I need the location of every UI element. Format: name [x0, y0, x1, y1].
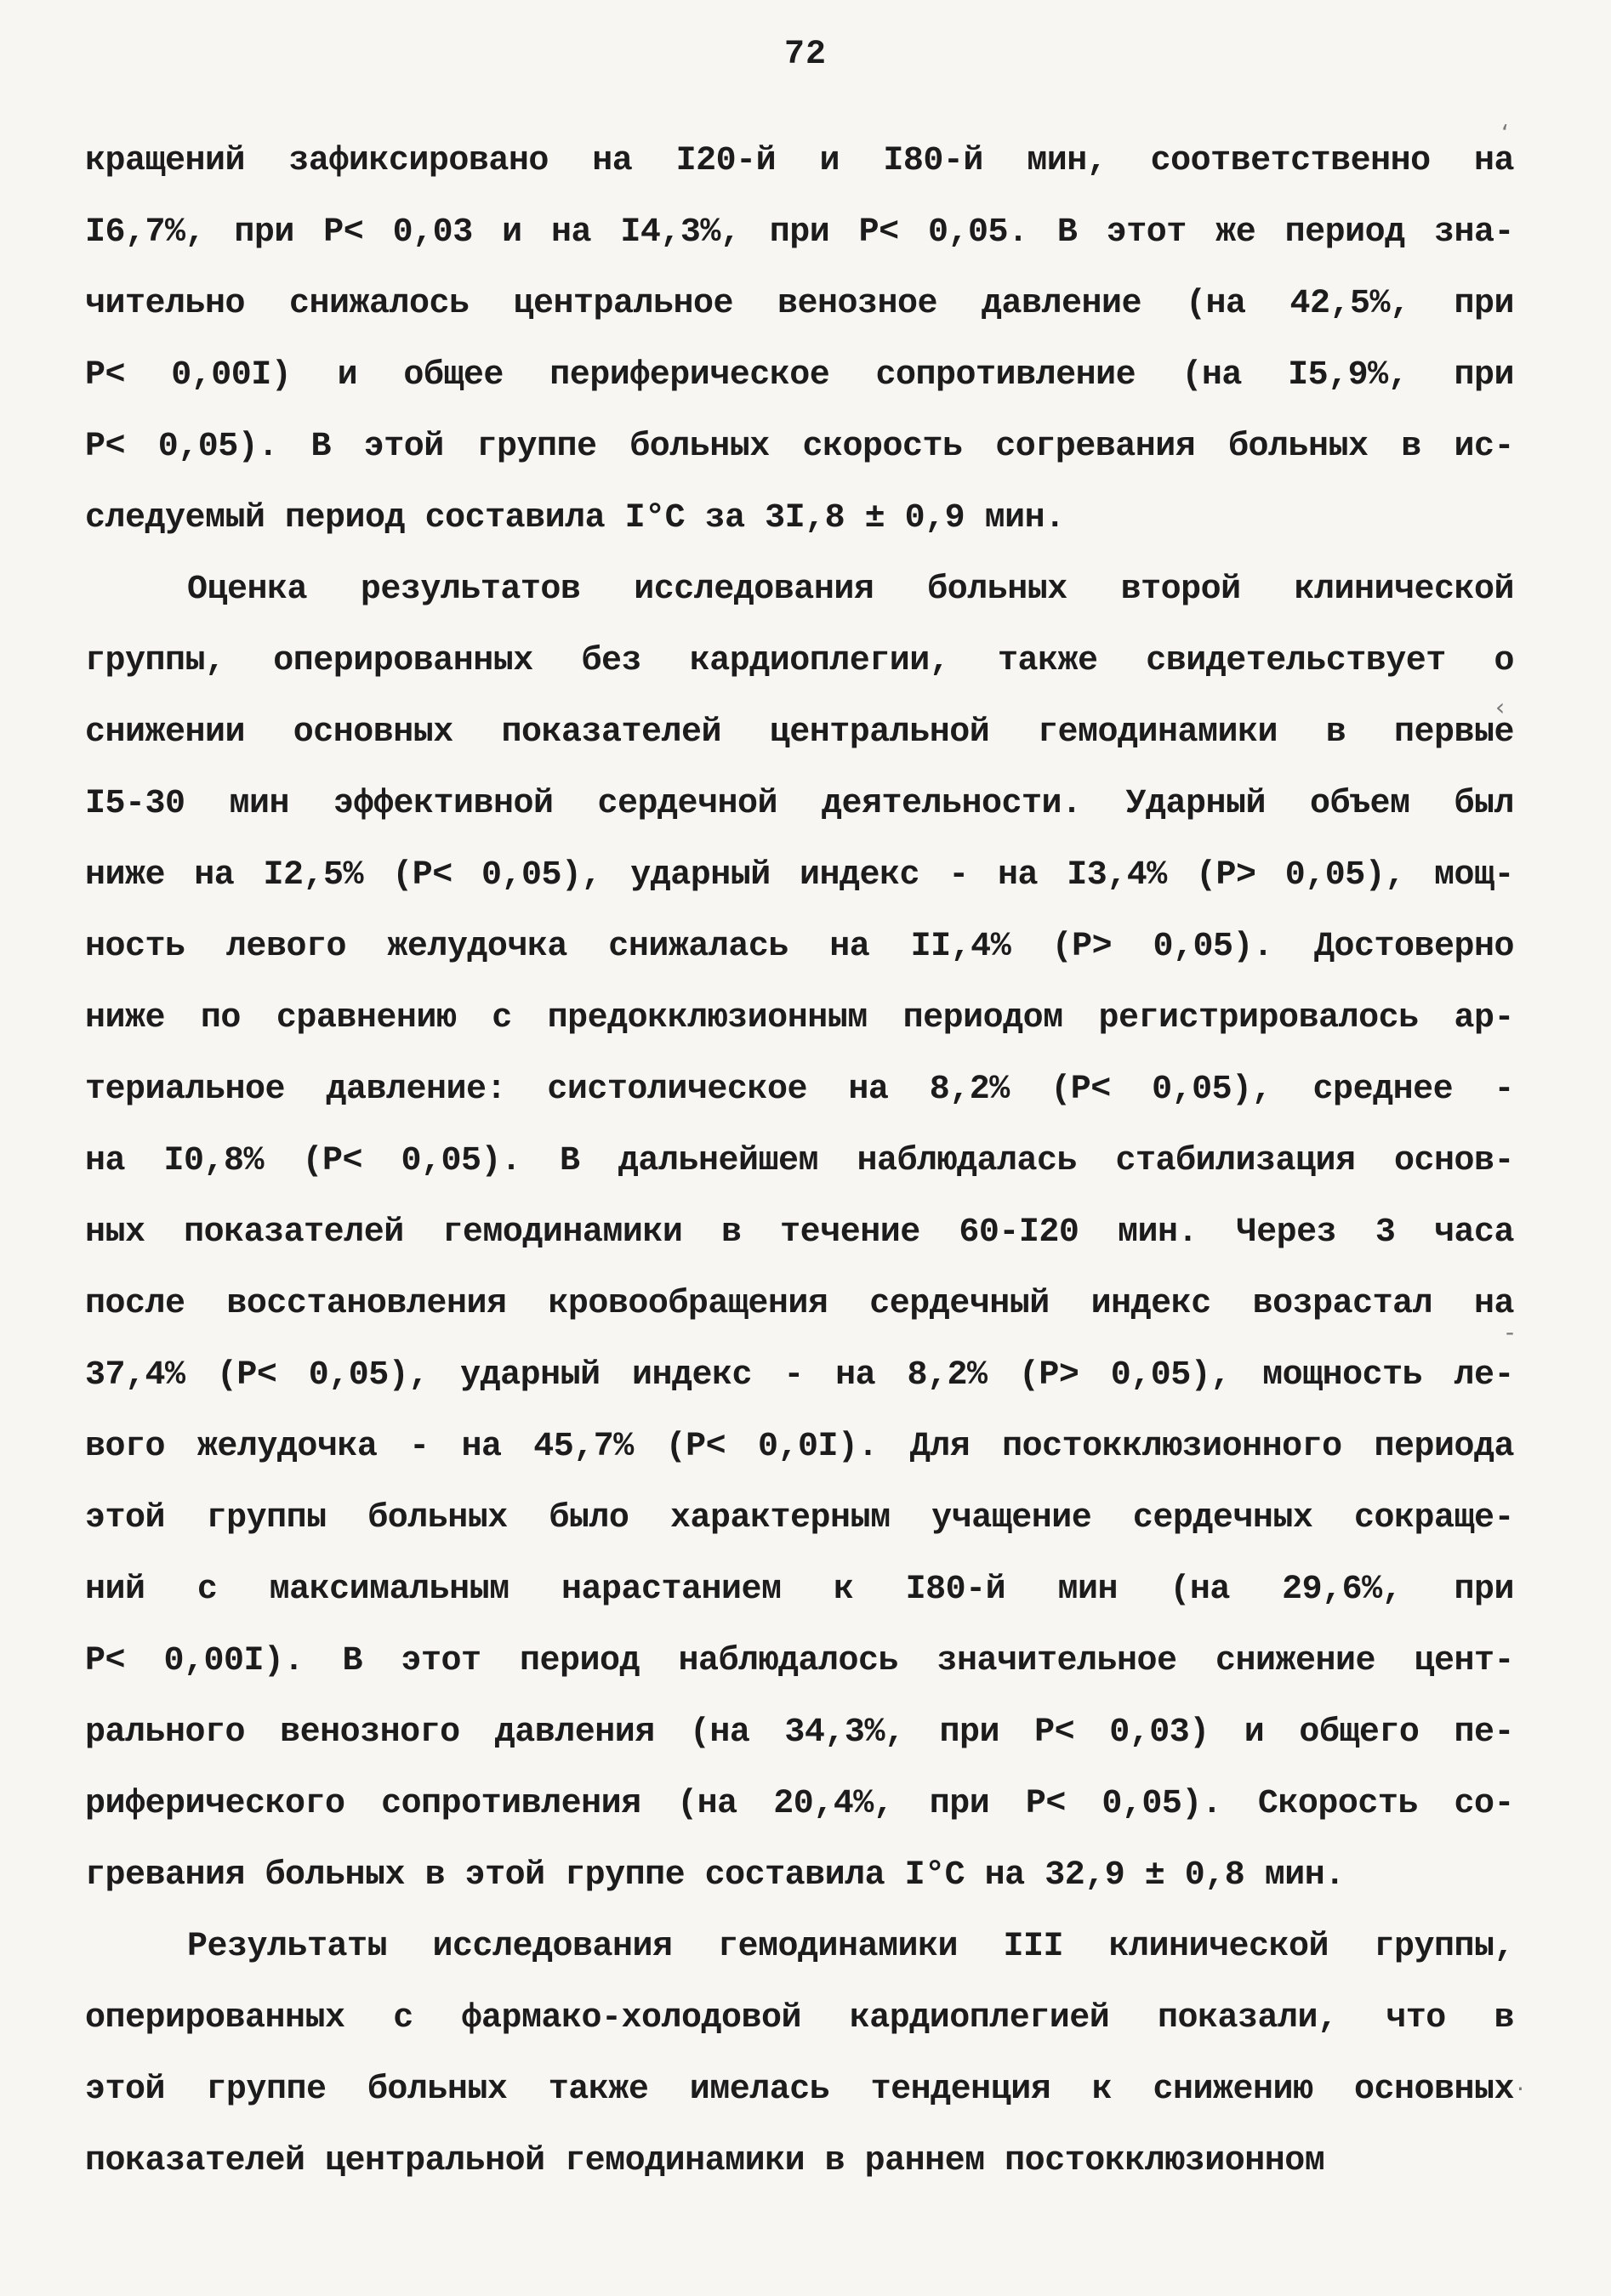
text-line: кращений зафиксировано на I20-й и I80-й мин, соответственно на [85, 142, 1514, 180]
text-line: I6,7%, при P< 0,03 и на I4,3%, при P< 0,05. В этот же период зна- [85, 213, 1514, 252]
text-line: оперированных с фармако-холодовой кардиоплегией показали, что в [85, 1999, 1514, 2037]
text-line: ность левого желудочка снижалась на II,4% (P> 0,05). Достоверно [85, 928, 1514, 966]
text-line: I5-30 мин эффективной сердечной деятельности. Ударный объем был [85, 785, 1514, 823]
text-line: следуемый период составила I°C за 3I,8 ± 0,9 мин. [85, 499, 1065, 537]
text-line: ниже по сравнению с предокклюзионным периодом регистрировалось ар- [85, 999, 1514, 1037]
text-line: Результаты исследования гемодинамики III клинической группы, [187, 1928, 1514, 1966]
text-line: на I0,8% (P< 0,05). В дальнейшем наблюдалась стабилизация основ- [85, 1142, 1514, 1180]
text-line: показателей центральной гемодинамики в раннем постокклюзионном [85, 2142, 1325, 2180]
text-line: снижении основных показателей центральной гемодинамики в первые [85, 713, 1514, 752]
text-line: териальное давление: систолическое на 8,2% (P< 0,05), среднее - [85, 1071, 1514, 1109]
margin-mark: ‹ [1495, 693, 1506, 721]
margin-mark: ‐ [1506, 1318, 1515, 1346]
margin-mark: · [1517, 2075, 1524, 2103]
text-line: этой группе больных также имелась тенденция к снижению основных [85, 2071, 1514, 2109]
text-line: гревания больных в этой группе составила I°C на 32,9 ± 0,8 мин. [85, 1856, 1345, 1895]
text-line: этой группы больных было характерным учащение сердечных сокраще- [85, 1499, 1514, 1537]
text-line: ниже на I2,5% (P< 0,05), ударный индекс - на I3,4% (P> 0,05), мощ- [85, 856, 1514, 895]
text-line: чительно снижалось центральное венозное давление (на 42,5%, при [85, 285, 1514, 323]
text-line: после восстановления кровообращения сердечный индекс возрастал на [85, 1285, 1514, 1323]
text-line: рального венозного давления (на 34,3%, при P< 0,03) и общего пе- [85, 1713, 1514, 1752]
text-line: ний с максимальным нарастанием к I80-й мин (на 29,6%, при [85, 1571, 1514, 1609]
text-line: ных показателей гемодинамики в течение 60-I20 мин. Через 3 часа [85, 1213, 1514, 1252]
text-line: риферического сопротивления (на 20,4%, при P< 0,05). Скорость со- [85, 1785, 1514, 1823]
body-text [85, 126, 1514, 2197]
text-line: P< 0,00I). В этот период наблюдалось значительное снижение цент- [85, 1642, 1514, 1680]
text-line: группы, оперированных без кардиоплегии, также свидетельствует о [85, 642, 1514, 680]
text-line: P< 0,00I) и общее периферическое сопротивление (на I5,9%, при [85, 356, 1514, 395]
margin-mark: ‘ [1501, 119, 1509, 147]
text-line: Оценка результатов исследования больных второй клинической [187, 571, 1514, 609]
text-line: 37,4% (P< 0,05), ударный индекс - на 8,2% (P> 0,05), мощность ле- [85, 1356, 1514, 1395]
text-line: вого желудочка - на 45,7% (P< 0,0I). Для постокклюзионного периода [85, 1428, 1514, 1466]
text-line: P< 0,05). В этой группе больных скорость согревания больных в ис- [85, 428, 1514, 466]
page-number: 72 [783, 36, 827, 74]
